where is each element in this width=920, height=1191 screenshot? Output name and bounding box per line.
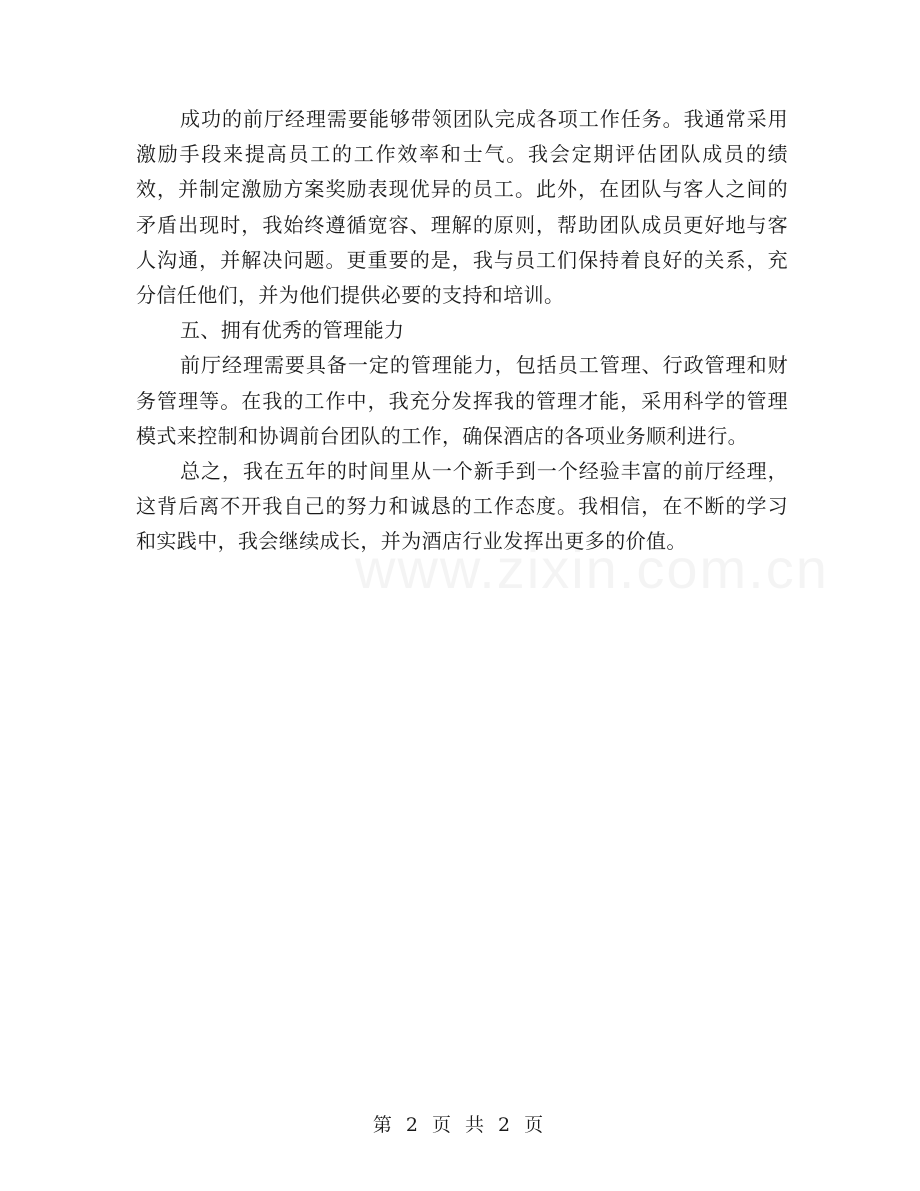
section-heading-management: 五、拥有优秀的管理能力 xyxy=(180,318,405,343)
paragraph-team-leadership: 成功的前厅经理需要能够带领团队完成各项工作任务。我通常采用激励手段来提高员工的工作效率和士气。我会定期评估团队成员的绩效，并制定激励方案奖励表现优异的员工。此外，在团队与客人之间的矛盾出现时，我始终遵循宽容、理解的原则，帮助团队成员更好地与客人沟通，并解决问题。更重要的是，我与员工们保持着良好的关系，充分信任他们，并为他们提供必要的支持和培训。 xyxy=(136,107,788,308)
paragraph-conclusion: 总之，我在五年的时间里从一个新手到一个经验丰富的前厅经理，这背后离不开我自己的努力和诚恳的工作态度。我相信，在不断的学习和实践中，我会继续成长，并为酒店行业发挥出更多的价值。 xyxy=(136,459,788,554)
paragraph-management-ability: 前厅经理需要具备一定的管理能力，包括员工管理、行政管理和财务管理等。在我的工作中，我充分发挥我的管理才能，采用科学的管理模式来控制和协调前台团队的工作，确保酒店的各项业务顺利进行。 xyxy=(136,353,788,448)
document-body xyxy=(136,102,788,560)
page-number-footer: 第 2 页 共 2 页 xyxy=(372,1114,548,1136)
